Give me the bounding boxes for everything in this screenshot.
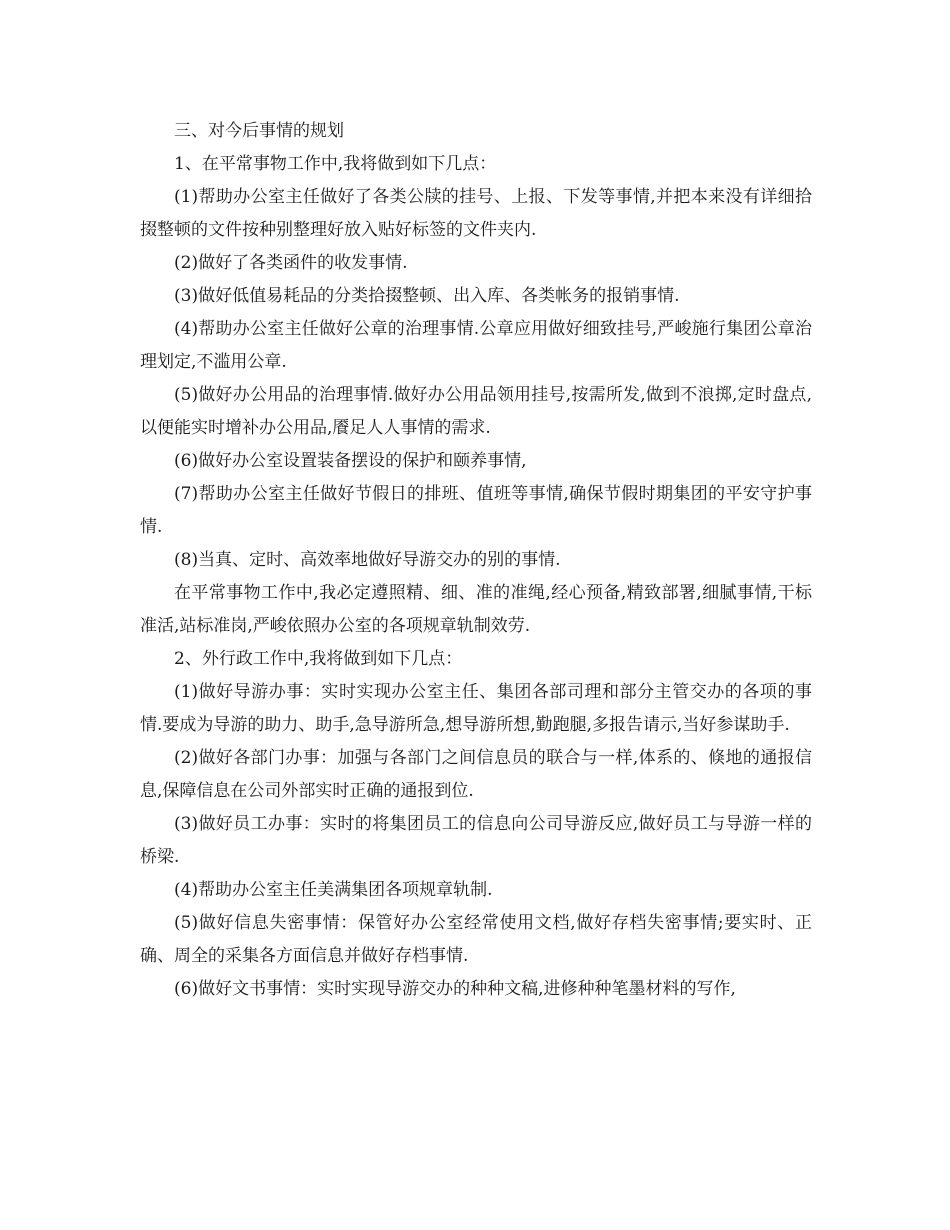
list-item: (4)帮助办公室主任美满集团各项规章轨制. [174,880,493,900]
list-item: (2)做好各部门办事：加强与各部门之间信息员的联合与一样,体系的、倏地的通报信息,保障信息在公司外部实时正确的通报到位. [140,748,812,801]
subheading-administration: 2、外行政工作中,我将做到如下几点： [174,649,463,669]
list-item: (1)帮助办公室主任做好了各类公牍的挂号、上报、下发等事情,并把本来没有详细拾掇整顿的文件按种别整理好放入贴好标签的文件夹内. [140,187,812,240]
summary-paragraph: 在平常事物工作中,我必定遵照精、细、准的准绳,经心预备,精致部署,细腻事情,干标准活,站标准岗,严峻依照办公室的各项规章轨制效劳. [140,583,812,636]
list-item: (3)做好低值易耗品的分类拾掇整顿、出入库、各类帐务的报销事情. [174,286,680,306]
list-item: (4)帮助办公室主任做好公章的治理事情.公章应用做好细致挂号,严峻施行集团公章治理划定,不滥用公章. [140,319,812,372]
subheading-daily-affairs: 1、在平常事物工作中,我将做到如下几点： [174,154,497,174]
list-item: (2)做好了各类函件的收发事情. [174,253,408,273]
section-heading-plans: 三、对今后事情的规划 [174,121,344,141]
list-item: (3)做好员工办事：实时的将集团员工的信息向公司导游反应,做好员工与导游一样的桥梁. [140,814,812,867]
list-item: (5)做好办公用品的治理事情.做好办公用品领用挂号,按需所发,做到不浪掷,定时盘点,以便能实时增补办公用品,餍足人人事情的需求. [140,385,812,438]
list-item: (6)做好办公室设置装备摆设的保护和颐养事情, [174,451,527,471]
list-item: (5)做好信息失密事情：保管好办公室经常使用文档,做好存档失密事情;要实时、正确、周全的采集各方面信息并做好存档事情. [140,913,812,966]
list-item: (8)当真、定时、高效率地做好导游交办的别的事情. [174,550,561,570]
list-item: (6)做好文书事情：实时实现导游交办的种种文稿,进修种种笔墨材料的写作, [174,979,736,999]
list-item: (7)帮助办公室主任做好节假日的排班、值班等事情,确保节假时期集团的平安守护事情. [140,484,812,537]
list-item: (1)做好导游办事：实时实现办公室主任、集团各部司理和部分主管交办的各项的事情.要成为导游的助力、助手,急导游所急,想导游所想,勤跑腿,多报告请示,当好参谋助手. [140,682,812,735]
document-body [140,115,812,1006]
